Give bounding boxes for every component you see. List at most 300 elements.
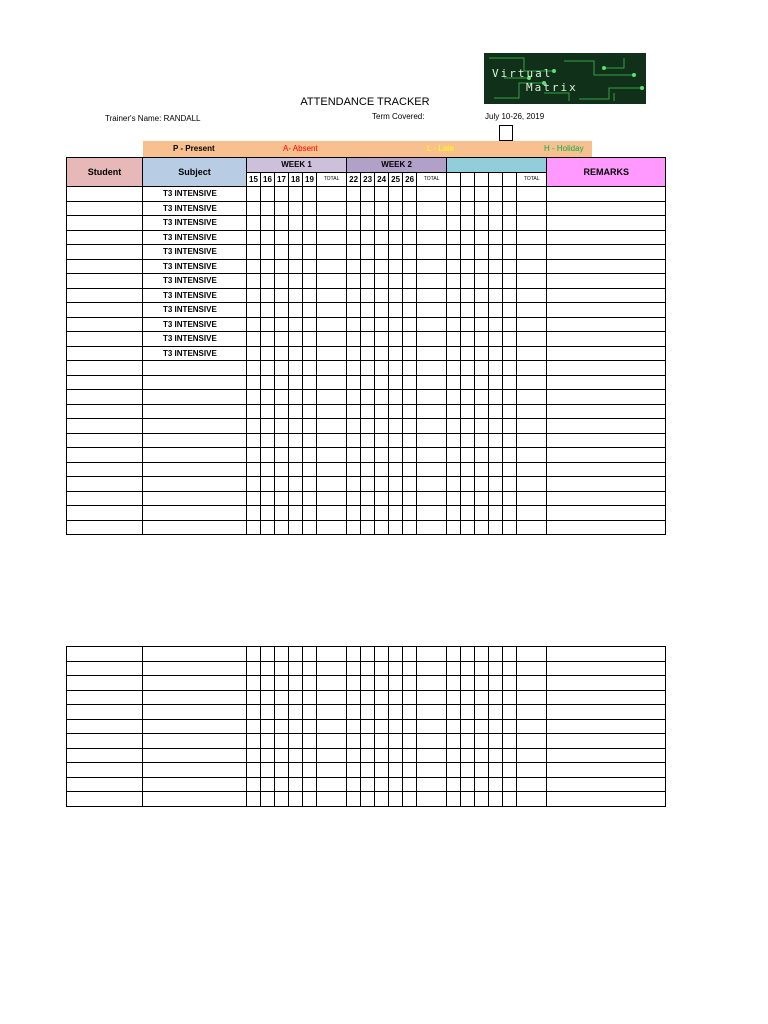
attendance-cell[interactable] — [289, 748, 303, 763]
attendance-cell[interactable] — [303, 346, 317, 361]
attendance-cell[interactable] — [403, 433, 417, 448]
attendance-cell[interactable] — [375, 375, 389, 390]
attendance-cell[interactable] — [475, 288, 489, 303]
attendance-cell[interactable] — [347, 259, 361, 274]
total-cell[interactable] — [417, 230, 447, 245]
attendance-cell[interactable] — [389, 491, 403, 506]
attendance-cell[interactable] — [303, 462, 317, 477]
attendance-cell[interactable] — [361, 375, 375, 390]
student-cell[interactable] — [67, 245, 143, 260]
attendance-cell[interactable] — [289, 288, 303, 303]
attendance-cell[interactable] — [289, 201, 303, 216]
attendance-cell[interactable] — [303, 187, 317, 202]
student-cell[interactable] — [67, 201, 143, 216]
attendance-cell[interactable] — [503, 433, 517, 448]
subject-cell[interactable] — [143, 661, 247, 676]
attendance-cell[interactable] — [503, 763, 517, 778]
attendance-cell[interactable] — [447, 187, 461, 202]
student-cell[interactable] — [67, 719, 143, 734]
subject-cell[interactable] — [143, 676, 247, 691]
total-cell[interactable] — [317, 705, 347, 720]
attendance-cell[interactable] — [347, 274, 361, 289]
attendance-cell[interactable] — [403, 506, 417, 521]
attendance-cell[interactable] — [461, 676, 475, 691]
attendance-cell[interactable] — [361, 462, 375, 477]
attendance-cell[interactable] — [289, 245, 303, 260]
attendance-cell[interactable] — [261, 719, 275, 734]
attendance-cell[interactable] — [261, 792, 275, 807]
subject-cell[interactable] — [143, 404, 247, 419]
attendance-cell[interactable] — [303, 676, 317, 691]
attendance-cell[interactable] — [461, 433, 475, 448]
attendance-cell[interactable] — [375, 274, 389, 289]
attendance-cell[interactable] — [489, 288, 503, 303]
attendance-cell[interactable] — [489, 520, 503, 535]
remarks-cell[interactable] — [547, 201, 666, 216]
attendance-cell[interactable] — [375, 661, 389, 676]
attendance-cell[interactable] — [475, 676, 489, 691]
student-cell[interactable] — [67, 259, 143, 274]
total-cell[interactable] — [317, 346, 347, 361]
attendance-cell[interactable] — [261, 520, 275, 535]
attendance-cell[interactable] — [461, 419, 475, 434]
attendance-cell[interactable] — [247, 433, 261, 448]
student-cell[interactable] — [67, 303, 143, 318]
attendance-cell[interactable] — [247, 506, 261, 521]
attendance-cell[interactable] — [303, 661, 317, 676]
attendance-cell[interactable] — [389, 288, 403, 303]
attendance-cell[interactable] — [389, 506, 403, 521]
attendance-cell[interactable] — [447, 390, 461, 405]
attendance-cell[interactable] — [361, 477, 375, 492]
attendance-cell[interactable] — [361, 763, 375, 778]
remarks-cell[interactable] — [547, 690, 666, 705]
student-cell[interactable] — [67, 705, 143, 720]
attendance-cell[interactable] — [275, 477, 289, 492]
attendance-cell[interactable] — [375, 520, 389, 535]
attendance-cell[interactable] — [461, 245, 475, 260]
attendance-cell[interactable] — [461, 748, 475, 763]
total-cell[interactable] — [317, 734, 347, 749]
attendance-cell[interactable] — [303, 230, 317, 245]
attendance-cell[interactable] — [489, 676, 503, 691]
attendance-cell[interactable] — [275, 506, 289, 521]
total-cell[interactable] — [417, 647, 447, 662]
attendance-cell[interactable] — [361, 491, 375, 506]
attendance-cell[interactable] — [461, 216, 475, 231]
attendance-cell[interactable] — [461, 661, 475, 676]
attendance-cell[interactable] — [375, 448, 389, 463]
attendance-cell[interactable] — [275, 201, 289, 216]
attendance-cell[interactable] — [289, 647, 303, 662]
attendance-cell[interactable] — [261, 477, 275, 492]
remarks-cell[interactable] — [547, 748, 666, 763]
attendance-cell[interactable] — [389, 647, 403, 662]
attendance-cell[interactable] — [447, 259, 461, 274]
attendance-cell[interactable] — [475, 705, 489, 720]
attendance-cell[interactable] — [347, 375, 361, 390]
total-cell[interactable] — [317, 419, 347, 434]
subject-cell[interactable]: T3 INTENSIVE — [143, 317, 247, 332]
student-cell[interactable] — [67, 462, 143, 477]
attendance-cell[interactable] — [489, 462, 503, 477]
attendance-cell[interactable] — [375, 777, 389, 792]
attendance-cell[interactable] — [447, 748, 461, 763]
attendance-cell[interactable] — [461, 506, 475, 521]
attendance-cell[interactable] — [289, 230, 303, 245]
attendance-cell[interactable] — [375, 419, 389, 434]
total-cell[interactable] — [417, 346, 447, 361]
attendance-cell[interactable] — [361, 361, 375, 376]
total-cell[interactable] — [417, 433, 447, 448]
attendance-cell[interactable] — [347, 390, 361, 405]
attendance-cell[interactable] — [289, 332, 303, 347]
attendance-cell[interactable] — [247, 390, 261, 405]
attendance-cell[interactable] — [475, 462, 489, 477]
attendance-cell[interactable] — [375, 201, 389, 216]
attendance-cell[interactable] — [261, 433, 275, 448]
student-cell[interactable] — [67, 520, 143, 535]
total-cell[interactable] — [417, 462, 447, 477]
attendance-cell[interactable] — [375, 303, 389, 318]
attendance-cell[interactable] — [347, 245, 361, 260]
attendance-cell[interactable] — [247, 245, 261, 260]
attendance-cell[interactable] — [247, 748, 261, 763]
attendance-cell[interactable] — [289, 777, 303, 792]
attendance-cell[interactable] — [475, 419, 489, 434]
student-cell[interactable] — [67, 317, 143, 332]
attendance-cell[interactable] — [261, 419, 275, 434]
total-cell[interactable] — [417, 274, 447, 289]
attendance-cell[interactable] — [461, 462, 475, 477]
attendance-cell[interactable] — [403, 777, 417, 792]
attendance-cell[interactable] — [361, 676, 375, 691]
attendance-cell[interactable] — [261, 317, 275, 332]
attendance-cell[interactable] — [447, 375, 461, 390]
attendance-cell[interactable] — [489, 317, 503, 332]
attendance-cell[interactable] — [275, 390, 289, 405]
attendance-cell[interactable] — [361, 777, 375, 792]
attendance-cell[interactable] — [475, 375, 489, 390]
student-cell[interactable] — [67, 216, 143, 231]
total-cell[interactable] — [317, 390, 347, 405]
attendance-cell[interactable] — [275, 661, 289, 676]
total-cell[interactable] — [317, 303, 347, 318]
attendance-cell[interactable] — [303, 303, 317, 318]
attendance-cell[interactable] — [347, 705, 361, 720]
attendance-cell[interactable] — [461, 404, 475, 419]
attendance-cell[interactable] — [247, 317, 261, 332]
student-cell[interactable] — [67, 763, 143, 778]
attendance-cell[interactable] — [403, 303, 417, 318]
total-cell[interactable] — [517, 259, 547, 274]
attendance-cell[interactable] — [261, 491, 275, 506]
total-cell[interactable] — [317, 216, 347, 231]
attendance-cell[interactable] — [389, 448, 403, 463]
attendance-cell[interactable] — [389, 777, 403, 792]
attendance-cell[interactable] — [461, 201, 475, 216]
attendance-cell[interactable] — [347, 719, 361, 734]
total-cell[interactable] — [417, 259, 447, 274]
student-cell[interactable] — [67, 375, 143, 390]
subject-cell[interactable]: T3 INTENSIVE — [143, 216, 247, 231]
attendance-cell[interactable] — [247, 690, 261, 705]
attendance-cell[interactable] — [303, 477, 317, 492]
total-cell[interactable] — [317, 288, 347, 303]
total-cell[interactable] — [417, 777, 447, 792]
attendance-cell[interactable] — [461, 346, 475, 361]
student-cell[interactable] — [67, 661, 143, 676]
attendance-cell[interactable] — [347, 748, 361, 763]
attendance-cell[interactable] — [361, 404, 375, 419]
attendance-cell[interactable] — [389, 763, 403, 778]
total-cell[interactable] — [417, 448, 447, 463]
attendance-cell[interactable] — [403, 477, 417, 492]
attendance-cell[interactable] — [503, 375, 517, 390]
remarks-cell[interactable] — [547, 647, 666, 662]
attendance-cell[interactable] — [303, 245, 317, 260]
attendance-cell[interactable] — [475, 187, 489, 202]
attendance-cell[interactable] — [489, 361, 503, 376]
total-cell[interactable] — [517, 390, 547, 405]
attendance-cell[interactable] — [489, 661, 503, 676]
subject-cell[interactable] — [143, 520, 247, 535]
attendance-cell[interactable] — [375, 491, 389, 506]
attendance-cell[interactable] — [289, 274, 303, 289]
remarks-cell[interactable] — [547, 390, 666, 405]
attendance-cell[interactable] — [475, 245, 489, 260]
attendance-cell[interactable] — [489, 647, 503, 662]
attendance-cell[interactable] — [303, 433, 317, 448]
attendance-cell[interactable] — [375, 317, 389, 332]
student-cell[interactable] — [67, 274, 143, 289]
attendance-cell[interactable] — [375, 433, 389, 448]
total-cell[interactable] — [517, 419, 547, 434]
attendance-cell[interactable] — [375, 705, 389, 720]
attendance-cell[interactable] — [503, 346, 517, 361]
attendance-cell[interactable] — [361, 346, 375, 361]
attendance-cell[interactable] — [289, 676, 303, 691]
attendance-cell[interactable] — [361, 201, 375, 216]
attendance-cell[interactable] — [503, 448, 517, 463]
attendance-cell[interactable] — [489, 719, 503, 734]
attendance-cell[interactable] — [389, 303, 403, 318]
attendance-cell[interactable] — [403, 491, 417, 506]
total-cell[interactable] — [517, 462, 547, 477]
attendance-cell[interactable] — [375, 245, 389, 260]
attendance-cell[interactable] — [261, 734, 275, 749]
attendance-cell[interactable] — [503, 216, 517, 231]
attendance-cell[interactable] — [303, 705, 317, 720]
attendance-cell[interactable] — [475, 201, 489, 216]
total-cell[interactable] — [317, 230, 347, 245]
total-cell[interactable] — [317, 274, 347, 289]
attendance-cell[interactable] — [247, 404, 261, 419]
total-cell[interactable] — [417, 216, 447, 231]
subject-cell[interactable] — [143, 462, 247, 477]
attendance-cell[interactable] — [361, 520, 375, 535]
total-cell[interactable] — [317, 763, 347, 778]
attendance-cell[interactable] — [375, 477, 389, 492]
attendance-cell[interactable] — [403, 734, 417, 749]
total-cell[interactable] — [417, 792, 447, 807]
attendance-cell[interactable] — [461, 274, 475, 289]
attendance-cell[interactable] — [275, 647, 289, 662]
attendance-cell[interactable] — [489, 303, 503, 318]
attendance-cell[interactable] — [503, 491, 517, 506]
total-cell[interactable] — [517, 245, 547, 260]
attendance-cell[interactable] — [489, 216, 503, 231]
attendance-cell[interactable] — [389, 792, 403, 807]
attendance-cell[interactable] — [261, 187, 275, 202]
attendance-cell[interactable] — [347, 448, 361, 463]
attendance-cell[interactable] — [303, 777, 317, 792]
student-cell[interactable] — [67, 792, 143, 807]
student-cell[interactable] — [67, 419, 143, 434]
total-cell[interactable] — [317, 201, 347, 216]
attendance-cell[interactable] — [261, 259, 275, 274]
total-cell[interactable] — [517, 719, 547, 734]
student-cell[interactable] — [67, 346, 143, 361]
student-cell[interactable] — [67, 288, 143, 303]
total-cell[interactable] — [317, 462, 347, 477]
total-cell[interactable] — [517, 705, 547, 720]
subject-cell[interactable]: T3 INTENSIVE — [143, 245, 247, 260]
remarks-cell[interactable] — [547, 506, 666, 521]
attendance-cell[interactable] — [489, 346, 503, 361]
remarks-cell[interactable] — [547, 520, 666, 535]
attendance-cell[interactable] — [447, 346, 461, 361]
attendance-cell[interactable] — [275, 230, 289, 245]
attendance-cell[interactable] — [447, 777, 461, 792]
total-cell[interactable] — [317, 676, 347, 691]
subject-cell[interactable] — [143, 375, 247, 390]
attendance-cell[interactable] — [503, 317, 517, 332]
attendance-cell[interactable] — [389, 676, 403, 691]
total-cell[interactable] — [517, 777, 547, 792]
attendance-cell[interactable] — [275, 288, 289, 303]
attendance-cell[interactable] — [303, 506, 317, 521]
attendance-cell[interactable] — [489, 763, 503, 778]
subject-cell[interactable]: T3 INTENSIVE — [143, 187, 247, 202]
total-cell[interactable] — [517, 792, 547, 807]
attendance-cell[interactable] — [289, 419, 303, 434]
attendance-cell[interactable] — [389, 705, 403, 720]
total-cell[interactable] — [417, 520, 447, 535]
attendance-cell[interactable] — [303, 419, 317, 434]
attendance-cell[interactable] — [447, 419, 461, 434]
attendance-cell[interactable] — [289, 690, 303, 705]
subject-cell[interactable] — [143, 506, 247, 521]
attendance-cell[interactable] — [361, 719, 375, 734]
attendance-cell[interactable] — [475, 491, 489, 506]
attendance-cell[interactable] — [347, 477, 361, 492]
attendance-cell[interactable] — [403, 390, 417, 405]
attendance-cell[interactable] — [447, 216, 461, 231]
attendance-cell[interactable] — [303, 690, 317, 705]
attendance-cell[interactable] — [347, 661, 361, 676]
attendance-cell[interactable] — [361, 661, 375, 676]
attendance-cell[interactable] — [503, 332, 517, 347]
attendance-cell[interactable] — [403, 676, 417, 691]
attendance-cell[interactable] — [303, 520, 317, 535]
subject-cell[interactable] — [143, 477, 247, 492]
attendance-cell[interactable] — [447, 690, 461, 705]
attendance-cell[interactable] — [375, 404, 389, 419]
total-cell[interactable] — [317, 404, 347, 419]
total-cell[interactable] — [417, 719, 447, 734]
student-cell[interactable] — [67, 230, 143, 245]
attendance-cell[interactable] — [489, 433, 503, 448]
attendance-cell[interactable] — [275, 690, 289, 705]
attendance-cell[interactable] — [275, 792, 289, 807]
attendance-cell[interactable] — [403, 719, 417, 734]
subject-cell[interactable] — [143, 792, 247, 807]
attendance-cell[interactable] — [447, 763, 461, 778]
attendance-cell[interactable] — [247, 201, 261, 216]
attendance-cell[interactable] — [275, 448, 289, 463]
attendance-cell[interactable] — [375, 390, 389, 405]
attendance-cell[interactable] — [247, 777, 261, 792]
remarks-cell[interactable] — [547, 763, 666, 778]
subject-cell[interactable] — [143, 705, 247, 720]
attendance-cell[interactable] — [347, 690, 361, 705]
term-checkbox[interactable] — [499, 125, 513, 141]
attendance-cell[interactable] — [303, 259, 317, 274]
attendance-cell[interactable] — [289, 361, 303, 376]
student-cell[interactable] — [67, 332, 143, 347]
attendance-cell[interactable] — [389, 216, 403, 231]
attendance-cell[interactable] — [347, 462, 361, 477]
attendance-cell[interactable] — [361, 419, 375, 434]
attendance-cell[interactable] — [403, 245, 417, 260]
attendance-cell[interactable] — [403, 705, 417, 720]
subject-cell[interactable]: T3 INTENSIVE — [143, 346, 247, 361]
attendance-cell[interactable] — [261, 201, 275, 216]
total-cell[interactable] — [417, 390, 447, 405]
student-cell[interactable] — [67, 361, 143, 376]
remarks-cell[interactable] — [547, 777, 666, 792]
attendance-cell[interactable] — [489, 477, 503, 492]
attendance-cell[interactable] — [461, 375, 475, 390]
attendance-cell[interactable] — [461, 491, 475, 506]
attendance-cell[interactable] — [289, 491, 303, 506]
attendance-cell[interactable] — [275, 419, 289, 434]
attendance-cell[interactable] — [303, 404, 317, 419]
attendance-cell[interactable] — [347, 230, 361, 245]
attendance-cell[interactable] — [403, 419, 417, 434]
attendance-cell[interactable] — [389, 187, 403, 202]
attendance-cell[interactable] — [275, 245, 289, 260]
attendance-cell[interactable] — [389, 520, 403, 535]
total-cell[interactable] — [317, 647, 347, 662]
attendance-cell[interactable] — [247, 462, 261, 477]
attendance-cell[interactable] — [289, 448, 303, 463]
student-cell[interactable] — [67, 690, 143, 705]
attendance-cell[interactable] — [347, 419, 361, 434]
attendance-cell[interactable] — [461, 520, 475, 535]
attendance-cell[interactable] — [489, 274, 503, 289]
attendance-cell[interactable] — [289, 216, 303, 231]
total-cell[interactable] — [317, 491, 347, 506]
attendance-cell[interactable] — [447, 288, 461, 303]
attendance-cell[interactable] — [275, 777, 289, 792]
subject-cell[interactable] — [143, 719, 247, 734]
attendance-cell[interactable] — [389, 245, 403, 260]
total-cell[interactable] — [517, 520, 547, 535]
attendance-cell[interactable] — [475, 216, 489, 231]
attendance-cell[interactable] — [375, 506, 389, 521]
